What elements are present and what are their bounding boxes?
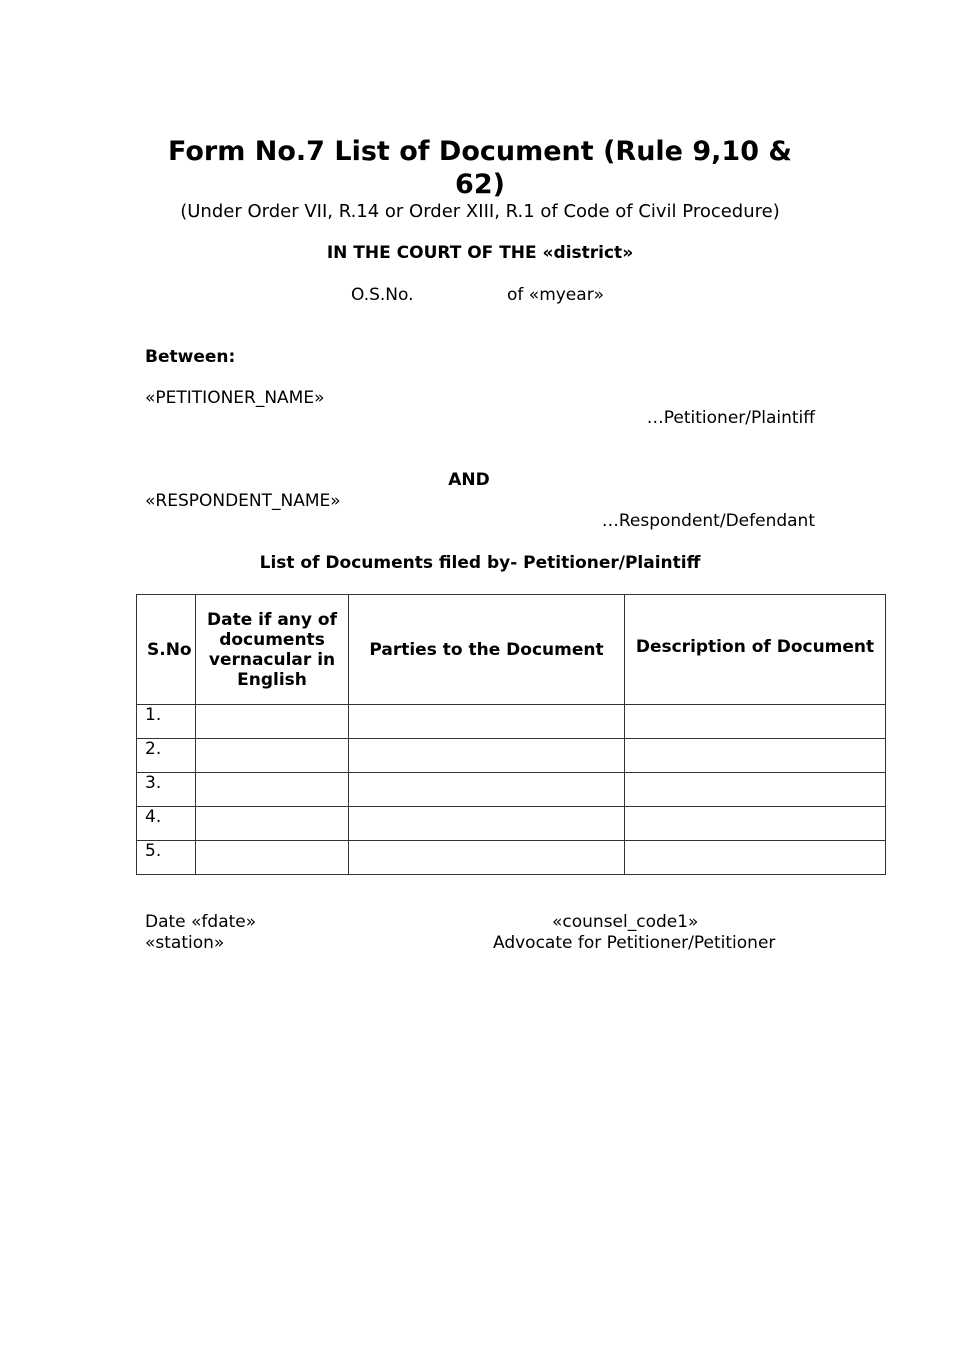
case-year: of «myear»	[507, 285, 605, 305]
counsel-code: «counsel_code1»	[552, 912, 699, 932]
row-sno: 1.	[137, 705, 196, 739]
petitioner-role: …Petitioner/Plaintiff	[646, 408, 815, 428]
row-description	[625, 773, 886, 807]
row-parties	[349, 705, 625, 739]
documents-table	[136, 594, 886, 875]
table-row	[137, 705, 886, 739]
row-description	[625, 841, 886, 875]
station: «station»	[145, 933, 225, 953]
form-title: Form No.7 List of Document (Rule 9,10 & 62)	[168, 136, 792, 200]
row-date	[196, 807, 349, 841]
row-sno: 3.	[137, 773, 196, 807]
column-header-date: Date if any of documents vernacular in English	[196, 595, 349, 705]
row-description	[625, 739, 886, 773]
os-number-label: O.S.No.	[351, 285, 414, 305]
row-date	[196, 773, 349, 807]
row-date	[196, 739, 349, 773]
table-row	[137, 739, 886, 773]
filing-date: Date «fdate»	[145, 912, 257, 932]
row-description	[625, 705, 886, 739]
row-parties	[349, 739, 625, 773]
row-date	[196, 841, 349, 875]
column-header-parties: Parties to the Document	[349, 595, 625, 705]
column-header-sno: S.No	[137, 595, 196, 705]
respondent-name: «RESPONDENT_NAME»	[145, 491, 341, 511]
row-sno: 2.	[137, 739, 196, 773]
petitioner-name: «PETITIONER_NAME»	[145, 388, 325, 408]
row-sno: 5.	[137, 841, 196, 875]
and-label: AND	[448, 470, 490, 490]
table-header-row	[137, 595, 886, 705]
advocate-signature-line: Advocate for Petitioner/Petitioner	[493, 933, 776, 953]
row-date	[196, 705, 349, 739]
form-subtitle: (Under Order VII, R.14 or Order XIII, R.1 of Code of Civil Procedure)	[180, 201, 780, 222]
row-parties	[349, 841, 625, 875]
table-row	[137, 807, 886, 841]
table-row	[137, 773, 886, 807]
respondent-role: …Respondent/Defendant	[601, 511, 815, 531]
list-heading: List of Documents filed by- Petitioner/Plaintiff	[259, 553, 701, 573]
row-parties	[349, 773, 625, 807]
table-row	[137, 841, 886, 875]
court-heading: IN THE COURT OF THE «district»	[326, 243, 634, 263]
row-parties	[349, 807, 625, 841]
column-header-description: Description of Document	[625, 595, 886, 705]
row-description	[625, 807, 886, 841]
between-label: Between:	[145, 347, 236, 367]
row-sno: 4.	[137, 807, 196, 841]
